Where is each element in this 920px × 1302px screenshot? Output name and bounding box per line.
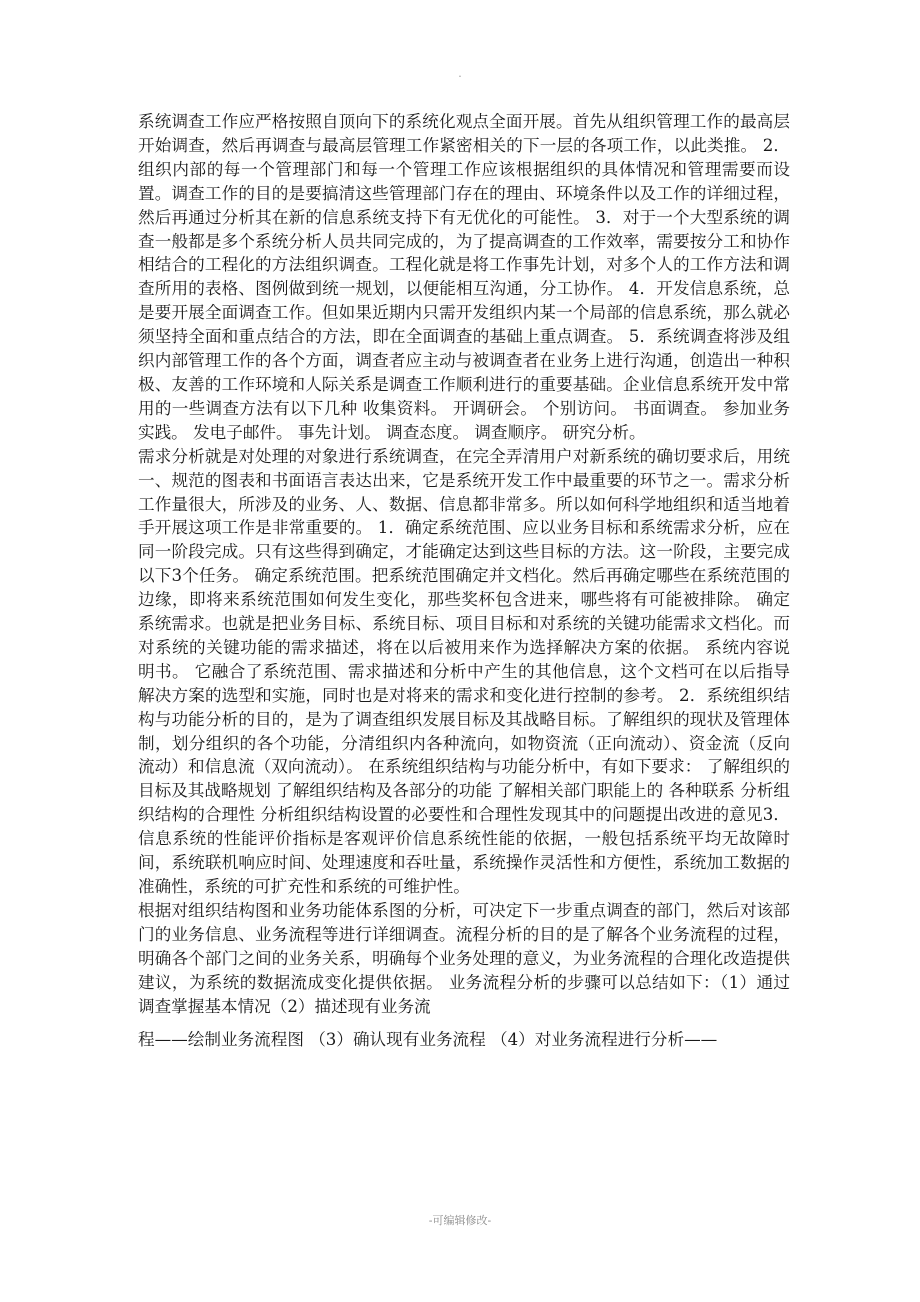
page-header-mark: · [458,70,462,83]
page-footer: -可编辑修改- [428,1214,492,1227]
document-body [138,110,790,1052]
paragraph-system-survey: 系统调查工作应严格按照自顶向下的系统化观点全面开展。首先从组织管理工作的最高层开始调查，然后再调查与最高层管理工作紧密相关的下一层的各项工作，以此类推。 2．组织内部的每一个管理部门和每一个管理工作应该根据组织的具体情况和管理需要而设置。调查工作的目的是要搞清这些管理部门存在的理由、环境条件以及工作的详细过程，然后再通过分析其在新的信息系统支持下有无优化的可能性。 3．对于一个大型系统的调查一般都是多个系统分析人员共同完成的，为了提高调查的工作效率，需要按分工和协作相结合的工程化的方法组织调查。工程化就是将工作事先计划，对多个人的工作方法和调查所用的表格、图例做到统一规划，以便能相互沟通，分工协作。 4．开发信息系统，总是要开展全面调查工作。但如果近期内只需开发组织内某一个局部的信息系统，那么就必须坚持全面和重点结合的方法，即在全面调查的基础上重点调查。 5．系统调查将涉及组织内部管理工作的各个方面，调查者应主动与被调查者在业务上进行沟通，创造出一种积极、友善的工作环境和人际关系是调查工作顺利进行的重要基础。企业信息系统开发中常用的一些调查方法有以下几种 收集资料。 开调研会。 个别访问。 书面调查。 参加业务实践。 发电子邮件。 事先计划。 调查态度。 调查顺序。 研究分析。 [138,112,790,442]
paragraph-process-analysis: 根据对组织结构图和业务功能体系图的分析，可决定下一步重点调查的部门，然后对该部门的业务信息、业务流程等进行详细调查。流程分析的目的是了解各个业务流程的过程，明确各个部门之间的业务关系，明确每个业务处理的意义，为业务流程的合理化改造提供建议，为系统的数据流成变化提供依据。 业务流程分析的步骤可以总结如下：（1）通过调查掌握基本情况（2）描述现有业务流 [138,900,790,1016]
paragraph-requirements-analysis: 需求分析就是对处理的对象进行系统调查，在完全弄清用户对新系统的确切要求后，用统一、规范的图表和书面语言表达出来，它是系统开发工作中最重要的环节之一。需求分析工作量很大，所涉及的业务、人、数据、信息都非常多。所以如何科学地组织和适当地着手开展这项工作是非常重要的。 1．确定系统范围、应以业务目标和系统需求分析，应在同一阶段完成。只有这些得到确定，才能确定达到这些目标的方法。这一阶段，主要完成以下3个任务。 确定系统范围。把系统范围确定并文档化。然后再确定哪些在系统范围的边缘，即将来系统范围如何发生变化，那些奖杯包含进来，哪些将有可能被排除。 确定系统需求。也就是把业务目标、系统目标、项目目标和对系统的关键功能需求文档化。而对系统的关键功能的需求描述，将在以后被用来作为选择解决方案的依据。 系统内容说明书。 它融合了系统范围、需求描述和分析中产生的其他信息，这个文档可在以后指导解决方案的选型和实施，同时也是对将来的需求和变化进行控制的参考。 2．系统组织结构与功能分析的目的，是为了调查组织发展目标及其战略目标。了解组织的现状及管理体制，划分组织的各个功能，分清组织内各种流向，如物资流（正向流动）、资金流（反向流动）和信息流（双向流动）。 在系统组织结构与功能分析中，有如下要求： 了解组织的目标及其战略规划 了解组织结构及各部分的功能 了解相关部门职能上的 各种联系 分析组织结构的合理性 分析组织结构设置的必要性和合理性发现其中的问题提出改进的意见3．信息系统的性能评价指标是客观评价信息系统性能的依据，一般包括系统平均无故障时间，系统联机响应时间、处理速度和吞吐量，系统操作灵活性和方便性，系统加工数据的准确性，系统的可扩充性和系统的可维护性。 [138,446,790,896]
paragraph-process-steps-continued: 程——绘制业务流程图 （3）确认现有业务流程 （4）对业务流程进行分析—— [138,1030,718,1050]
